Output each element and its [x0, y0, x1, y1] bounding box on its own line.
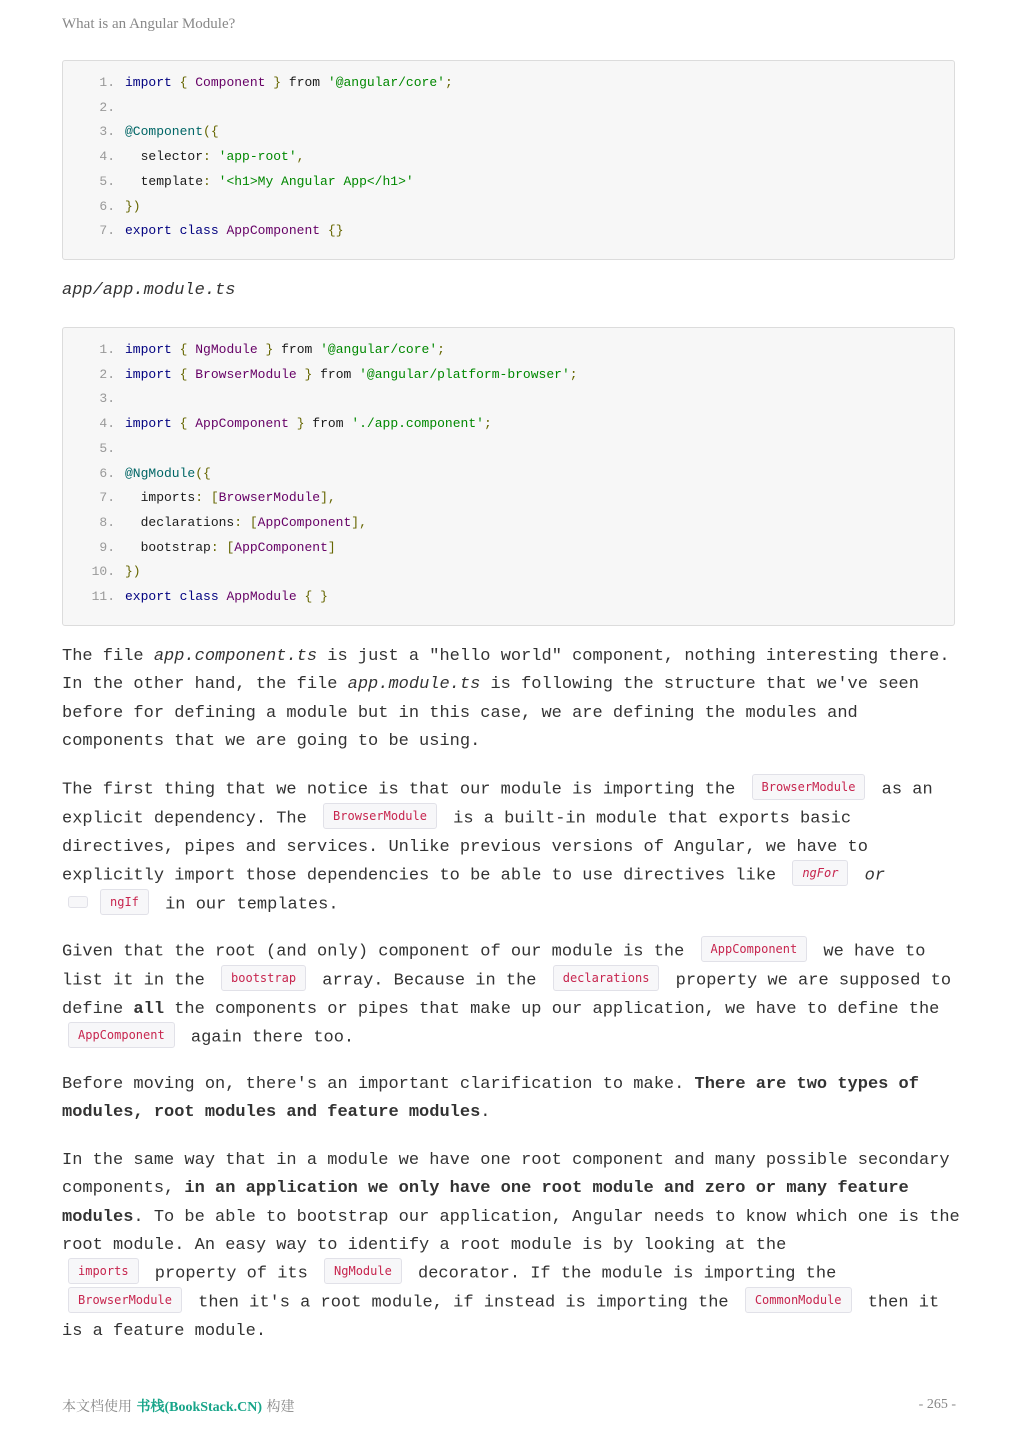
code-token: Component — [195, 75, 266, 90]
line-number: 4. — [99, 149, 115, 165]
code-line — [63, 71, 453, 95]
paragraph-root-component: Given that the root (and only) component of our module is the AppComponent we have to list it in the bootstrap array. Because in the declarations property we are supposed to define all the components or pipes that make up our application, we have to define the AppComponent again there too. — [62, 938, 962, 1053]
code-token: [ — [249, 514, 258, 530]
code-token: AppComponent — [195, 416, 289, 432]
line-number: 10. — [91, 564, 115, 580]
code-token: : — [203, 149, 211, 165]
code-line — [63, 536, 336, 560]
code-token: '@angular/core' — [327, 75, 445, 90]
code-token: ] — [327, 539, 336, 555]
code-token: AppModule — [226, 589, 297, 604]
line-number: 6. — [99, 198, 115, 214]
line-number: 7. — [99, 223, 115, 239]
code-line — [63, 195, 141, 219]
code-token: template — [125, 173, 204, 189]
line-number: 3. — [99, 391, 115, 407]
line-number: 2. — [99, 99, 115, 115]
code-line — [63, 338, 445, 362]
code-token: { } — [304, 589, 328, 604]
code-token: import — [125, 366, 172, 382]
code-line — [63, 511, 367, 535]
code-token: { — [179, 416, 188, 432]
code-token — [211, 149, 219, 164]
inline-code: CommonModule — [745, 1287, 852, 1313]
footer-brand-link[interactable]: 书栈(BookStack.CN) — [136, 1400, 263, 1415]
code-token: ], — [351, 514, 367, 530]
code-token: export — [125, 589, 172, 604]
code-token: ({ — [203, 124, 219, 140]
inline-code: BrowserModule — [323, 803, 437, 829]
code-line — [63, 437, 125, 461]
code-token — [172, 75, 180, 90]
paragraph-intro: The file app.component.ts is just a "hello world" component, nothing interesting there. In the other hand, the file app.module.ts is following the structure that we've seen before for defining a module but in this case, we are defining the modules and components that we are going to be using. — [62, 647, 950, 751]
code-line — [63, 387, 125, 411]
code-token: BrowserModule — [195, 366, 297, 382]
code-token: BrowserModule — [218, 490, 321, 506]
code-token: }) — [125, 198, 141, 214]
code-line — [63, 170, 414, 194]
code-token: AppComponent — [257, 514, 352, 530]
line-number: 8. — [99, 514, 115, 530]
code-token: NgModule — [195, 342, 258, 357]
code-token: : — [210, 539, 219, 555]
code-line — [63, 219, 344, 243]
inline-filename: app.module.ts — [347, 675, 481, 695]
code-token: 'app-root' — [218, 149, 297, 165]
footer-credit: 本文档使用 书栈(BookStack.CN) 构建 — [62, 1399, 295, 1415]
code-line — [63, 145, 304, 169]
code-token: ({ — [195, 465, 211, 481]
code-token: } — [296, 416, 305, 432]
code-token: ; — [569, 366, 578, 382]
code-token: } — [273, 75, 282, 90]
code-token: } — [304, 366, 313, 382]
code-token: [ — [226, 539, 235, 555]
line-number: 4. — [99, 416, 115, 432]
line-number: 11. — [91, 589, 115, 604]
code-token: '@angular/platform-browser' — [359, 366, 570, 382]
code-token: : — [234, 514, 243, 530]
code-token: { — [179, 366, 188, 382]
code-token: ; — [444, 75, 453, 90]
line-number: 9. — [99, 539, 115, 555]
line-number: 2. — [99, 366, 115, 382]
code-token: ], — [320, 490, 336, 506]
code-token: '@angular/core' — [320, 342, 438, 357]
code-token: : — [203, 173, 211, 189]
code-token: [ — [210, 490, 219, 506]
line-number: 5. — [99, 440, 115, 456]
code-token: }) — [125, 564, 141, 580]
code-line — [63, 585, 328, 609]
code-token: , — [296, 149, 305, 165]
inline-code: AppComponent — [68, 1022, 175, 1048]
code-line — [63, 412, 492, 436]
code-token: './app.component' — [351, 416, 484, 432]
code-token: { — [179, 342, 188, 357]
code-token — [320, 223, 328, 238]
code-token — [242, 515, 250, 530]
code-token — [172, 367, 180, 382]
code-token: from — [312, 366, 360, 382]
code-token: AppComponent — [234, 539, 328, 555]
inline-code: declarations — [553, 965, 660, 991]
line-number: 1. — [99, 75, 115, 90]
code-block-app-module — [62, 327, 955, 626]
code-line — [63, 486, 336, 510]
inline-filename: app.component.ts — [153, 647, 318, 666]
inline-code: NgModule — [324, 1258, 402, 1284]
code-token — [172, 416, 180, 431]
code-line — [63, 363, 578, 387]
code-token: class — [179, 223, 219, 239]
code-token — [289, 416, 297, 431]
code-token: import — [125, 342, 172, 357]
code-token: from — [281, 75, 328, 90]
line-number: 1. — [99, 342, 115, 357]
line-number: 7. — [99, 490, 115, 506]
inline-code: ngIf — [100, 889, 149, 915]
code-token: @NgModule — [125, 465, 196, 481]
paragraph-clarification: Before moving on, there's an important clarification to make. There are two types of modules, root modules and feature modules. — [62, 1075, 919, 1123]
code-token: } — [265, 342, 274, 357]
code-token: : — [195, 490, 204, 506]
code-token — [203, 490, 211, 505]
code-token: class — [179, 589, 219, 604]
code-line — [63, 462, 211, 486]
paragraph-root-vs-feature: In the same way that in a module we have one root component and many possible secondary components, in an application we only have one root module and zero or many feature modules. To be able to bootstrap our application, Angular needs to know which one is the root module. An easy way to identify a root module is by looking at the imports property of its NgModule decorator. If the module is importing the BrowserModule then it's a root module, if instead is importing the CommonModule then it is a feature module. — [62, 1151, 960, 1341]
code-token: { — [179, 75, 188, 90]
inline-code-empty — [68, 896, 88, 908]
line-number: 3. — [99, 124, 115, 140]
code-filename: app/app.module.ts — [62, 281, 236, 300]
code-token: from — [273, 342, 321, 357]
inline-code: ngFor — [792, 860, 848, 886]
code-token: import — [125, 75, 172, 90]
code-token: ; — [437, 342, 445, 357]
code-line — [63, 120, 219, 144]
code-line — [63, 560, 141, 584]
code-token — [172, 589, 180, 604]
code-token: bootstrap — [125, 539, 211, 555]
code-token — [172, 223, 180, 238]
inline-code: BrowserModule — [68, 1287, 182, 1313]
code-token: declarations — [125, 514, 235, 530]
code-token: @Component — [125, 124, 204, 140]
code-token: {} — [327, 223, 344, 239]
code-token: selector — [125, 149, 204, 165]
code-line — [63, 96, 125, 120]
code-block-app-component — [62, 60, 955, 260]
code-token: AppComponent — [226, 223, 321, 239]
code-token: export — [125, 223, 172, 239]
inline-code: AppComponent — [701, 936, 808, 962]
code-token: '<h1>My Angular App</h1>' — [218, 173, 414, 189]
code-token: imports — [125, 490, 196, 506]
inline-code: BrowserModule — [752, 774, 866, 800]
inline-code: bootstrap — [221, 965, 306, 991]
code-token: ; — [483, 416, 492, 432]
code-token: from — [304, 416, 352, 432]
code-token — [172, 342, 180, 357]
code-token: import — [125, 416, 172, 432]
page-number: - 265 - — [918, 1397, 956, 1412]
code-token — [211, 174, 219, 189]
paragraph-browser-module: The first thing that we notice is that our module is importing the BrowserModule as an explicit dependency. The BrowserModule is a built-in module that exports basic directives, pipes and services. Unlike previous versions of Angular, we have to explicitly import those dependencies to be able to use directives like ngFor or ngIf in our templates. — [62, 776, 962, 919]
inline-code: imports — [68, 1258, 139, 1284]
line-number: 6. — [99, 465, 115, 481]
running-header: What is an Angular Module? — [62, 16, 236, 32]
line-number: 5. — [99, 173, 115, 189]
